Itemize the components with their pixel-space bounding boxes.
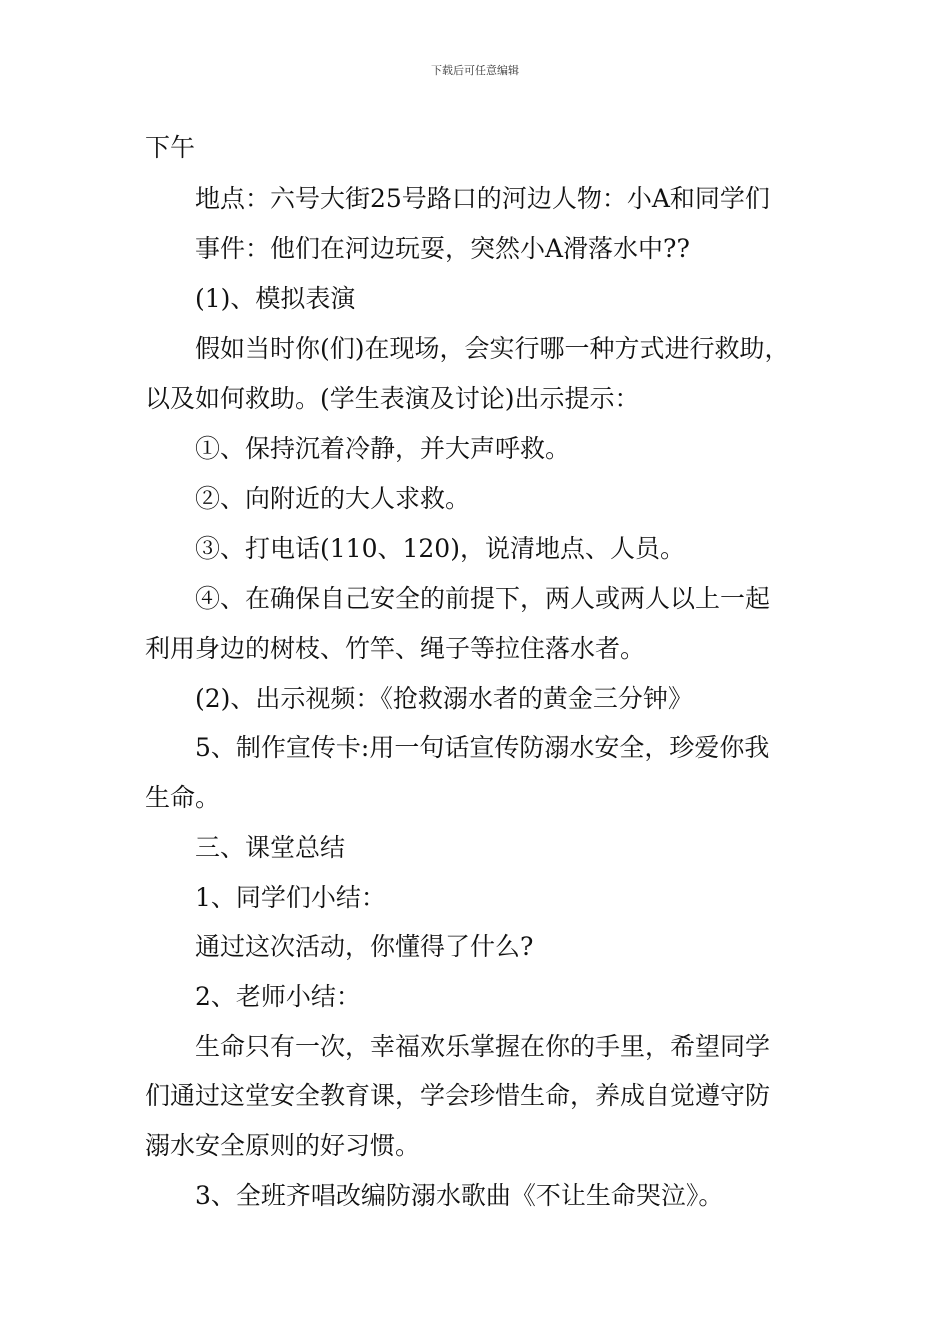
text-line: ④、在确保自己安全的前提下，两人或两人以上一起 [195,584,771,613]
text-line: 溺水安全原则的好习惯。 [145,1131,421,1160]
text-line: ②、向附近的大人求救。 [195,484,471,513]
text-line: 们通过这堂安全教育课，学会珍惜生命，养成自觉遵守防 [145,1081,771,1110]
text-line: ①、保持沉着冷静，并大声呼救。 [195,434,571,463]
text-line: 生命只有一次，幸福欢乐掌握在你的手里，希望同学 [195,1032,771,1061]
text-line: 假如当时你(们)在现场，会实行哪一种方式进行救助， [195,334,790,363]
text-line: 三、课堂总结 [195,833,346,862]
text-line: (2)、出示视频：《抢救溺水者的黄金三分钟》 [195,684,693,713]
text-line: 2、老师小结： [195,982,361,1011]
text-line: 3、全班齐唱改编防溺水歌曲《不让生命哭泣》。 [195,1181,724,1210]
text-line: 地点：六号大街25号路口的河边人物：小A和同学们 [195,184,770,213]
text-line: 生命。 [145,783,221,812]
text-line: 利用身边的树枝、竹竿、绳子等拉住落水者。 [145,634,646,663]
text-line: ③、打电话(110、120)，说清地点、人员。 [195,534,685,563]
text-line: 事件：他们在河边玩耍，突然小A滑落水中?? [195,234,690,263]
text-line: 5、制作宣传卡:用一句话宣传防溺水安全，珍爱你我 [195,733,770,762]
text-line: (1)、模拟表演 [195,284,356,313]
text-line: 1、同学们小结： [195,883,386,912]
text-line: 下午 [145,133,196,162]
text-line: 通过这次活动，你懂得了什么? [195,932,534,961]
page-header: 下载后可任意编辑 [431,64,519,77]
text-line: 以及如何救助。(学生表演及讨论)出示提示： [145,384,640,413]
